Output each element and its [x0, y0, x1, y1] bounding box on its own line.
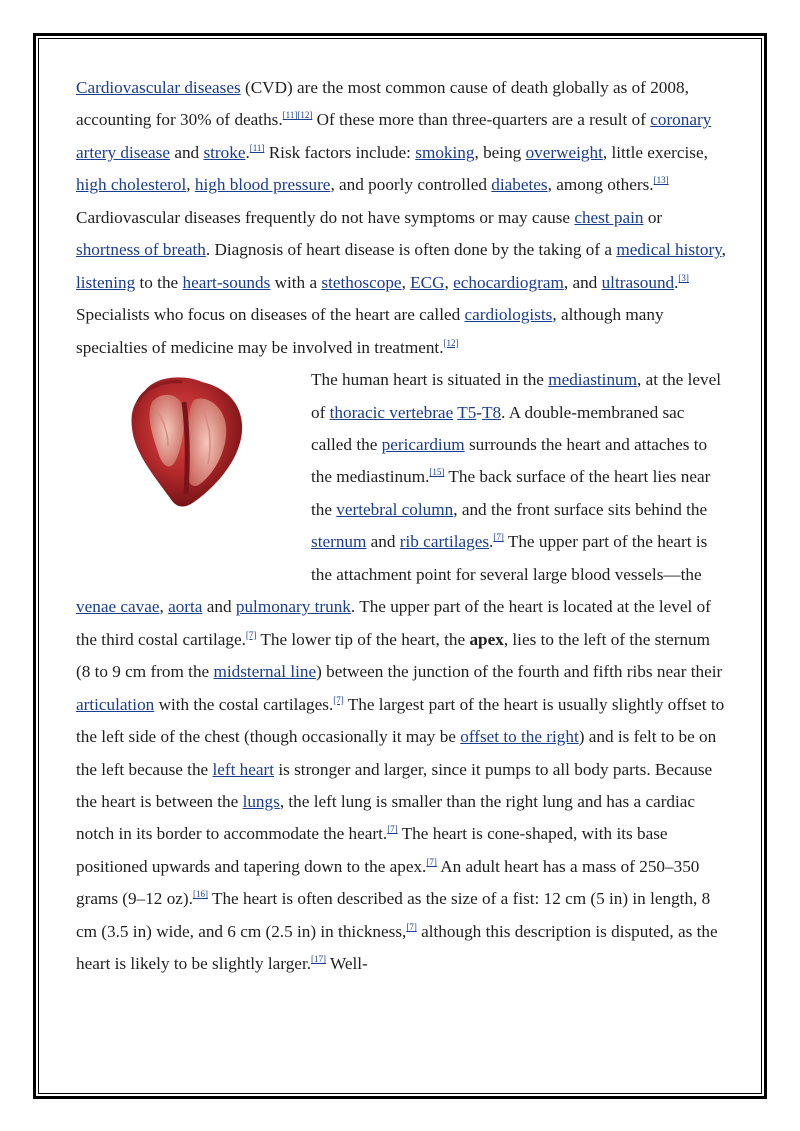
article-body — [76, 72, 726, 981]
ref-12[interactable]: [12] — [443, 337, 459, 348]
link-articulation[interactable]: articulation — [76, 694, 155, 714]
link-ecg[interactable]: ECG — [410, 272, 445, 292]
link-midsternal-line[interactable]: midsternal line — [213, 662, 317, 682]
ref-15[interactable]: [15] — [429, 467, 445, 478]
ref-7[interactable]: [7] — [426, 856, 437, 867]
link-left-heart[interactable]: left heart — [212, 759, 275, 779]
ref-12[interactable]: [12] — [297, 110, 313, 121]
ref-3[interactable]: [3] — [678, 272, 689, 283]
link-cardiologists[interactable]: cardiologists — [464, 305, 553, 325]
link-overweight[interactable]: overweight — [525, 142, 603, 162]
term-apex: apex — [469, 629, 504, 649]
link-aorta[interactable]: aorta — [168, 597, 203, 617]
ref-11[interactable]: [11] — [282, 110, 298, 121]
ref-7[interactable]: [7] — [493, 532, 504, 543]
link-stroke[interactable]: stroke — [203, 142, 246, 162]
paragraph-location: The human heart is situated in the mediastinum, at the level of thoracic vertebrae T5-T8. A double-membraned sac called the pericardium surrounds the heart and attaches to the mediastinum.[15] The back surface of the heart lies near the vertebral column, and the front surface sits behind the sternum and rib cartilages.[7] The upper part of the heart is the attachment point for several large blood vessels—the venae cavae, aorta and pulmonary trunk. The upper part of the heart is located at the level of the third costal cartilage.[7] The lower tip of the heart, the apex, lies to the left of the sternum (8 to 9 cm from the midsternal line) between the junction of the fourth and fifth ribs near their articulation with the costal cartilages.[7] The largest part of the heart is usually slightly offset to the left side of the chest (though occasionally it may be offset to the right) and is felt to be on the left because the left heart is stronger and larger, since it pumps to all body parts. Because the heart is between the lungs, the left lung is smaller than the right lung and has a cardiac notch in its border to accommodate the heart.[7] The heart is cone-shaped, with its base positioned upwards and tapering down to the apex.[7] An adult heart has a mass of 250–350 grams (9–12 oz).[16] The heart is often described as the size of a fist: 12 cm (5 in) in length, 8 cm (3.5 in) wide, and 6 cm (2.5 in) in thickness,[7] although this description is disputed, as the heart is likely to be slightly larger.[17] Well- — [76, 364, 726, 981]
heart-cross-section-icon — [124, 372, 249, 512]
link-mediastinum[interactable]: mediastinum — [548, 370, 638, 390]
ref-7[interactable]: [7] — [333, 694, 344, 705]
ref-13[interactable]: [13] — [653, 175, 669, 186]
link-echocardiogram[interactable]: echocardiogram — [453, 272, 564, 292]
ref-17[interactable]: [17] — [311, 954, 327, 965]
ref-16[interactable]: [16] — [192, 889, 208, 900]
link-chest-pain[interactable]: chest pain — [574, 207, 644, 227]
link-sternum[interactable]: sternum — [311, 532, 367, 552]
ref-7[interactable]: [7] — [387, 824, 398, 835]
link-rib-cartilages[interactable]: rib cartilages — [399, 532, 490, 552]
heart-figure — [76, 364, 303, 559]
link-medical-history[interactable]: medical history — [616, 240, 722, 260]
link-stethoscope[interactable]: stethoscope — [321, 272, 402, 292]
link-pulmonary-trunk[interactable]: pulmonary trunk — [235, 597, 351, 617]
link-t8[interactable]: T8 — [482, 402, 502, 422]
link-t5[interactable]: T5 — [457, 402, 477, 422]
link-pericardium[interactable]: pericardium — [381, 434, 465, 454]
link-high-blood-pressure[interactable]: high blood pressure — [194, 175, 331, 195]
link-listening[interactable]: listening — [76, 272, 136, 292]
link-offset-to-the-right[interactable]: offset to the right — [460, 727, 579, 747]
link-ultrasound[interactable]: ultrasound — [601, 272, 675, 292]
link-high-cholesterol[interactable]: high cholesterol — [76, 175, 187, 195]
link-thoracic-vertebrae[interactable]: thoracic vertebrae — [329, 402, 454, 422]
link-smoking[interactable]: smoking — [415, 142, 475, 162]
ref-11[interactable]: [11] — [249, 142, 265, 153]
link-cardiovascular-diseases[interactable]: Cardiovascular diseases — [76, 78, 241, 97]
link-diabetes[interactable]: diabetes — [491, 175, 548, 195]
link-coronary-artery-disease[interactable]: coronary artery disease — [76, 110, 712, 162]
link-lungs[interactable]: lungs — [242, 791, 280, 811]
link-vertebral-column[interactable]: vertebral column — [336, 499, 454, 519]
link-shortness-of-breath[interactable]: shortness of breath — [76, 240, 206, 260]
link-heart-sounds[interactable]: heart-sounds — [182, 272, 271, 292]
ref-7[interactable]: [7] — [245, 629, 257, 640]
paragraph-cvd: Cardiovascular diseases (CVD) are the most common cause of death globally as of 2008, accounting for 30% of deaths.[11][12] Of these more than three-quarters are a result of coronary artery disease and stroke.[11] Risk factors include: smoking, being overweight, little exercise, high cholesterol, high blood pressure, and poorly controlled diabetes, among others.[13] Cardiovascular diseases frequently do not have symptoms or may cause chest pain or shortness of breath. Diagnosis of heart disease is often done by the taking of a medical history, listening to the heart-sounds with a stethoscope, ECG, echocardiogram, and ultrasound.[3] Specialists who focus on diseases of the heart are called cardiologists, although many specialties of medicine may be involved in treatment.[12] — [76, 78, 726, 357]
ref-7[interactable]: [7] — [406, 921, 417, 932]
link-venae-cavae[interactable]: venae cavae — [76, 597, 160, 617]
